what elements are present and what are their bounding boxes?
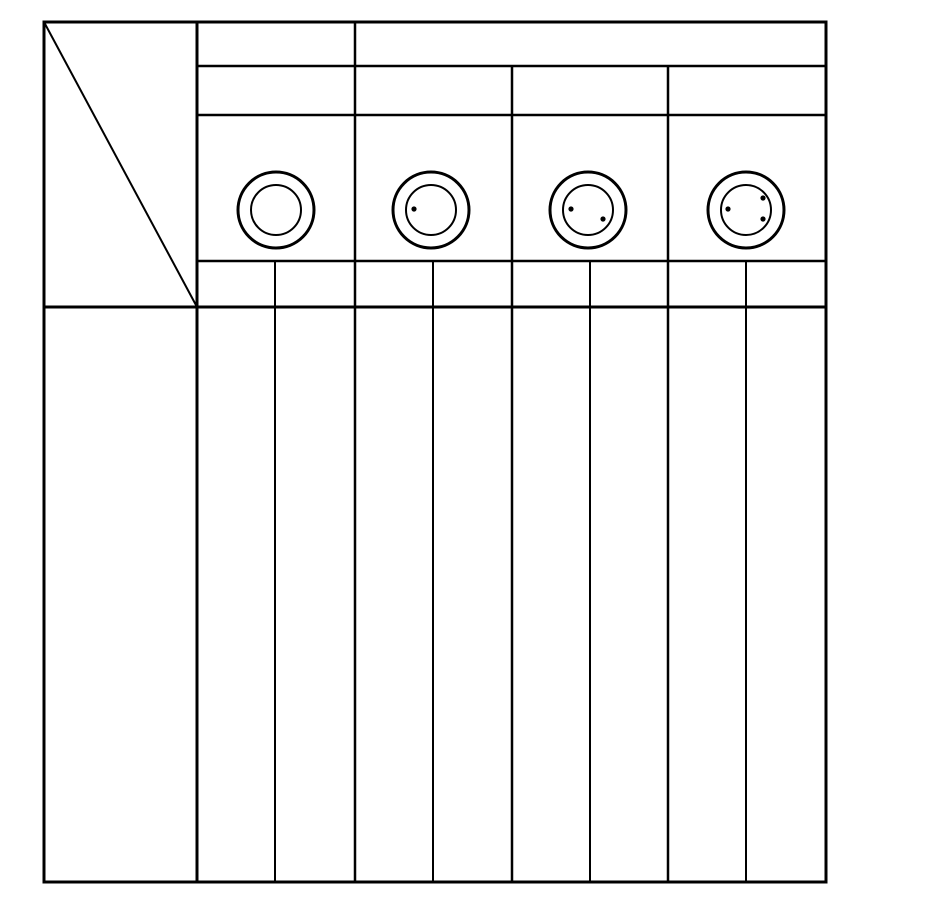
bolt-head-icon-2-dots xyxy=(550,172,626,248)
dot-mark xyxy=(760,216,765,221)
dot-mark xyxy=(568,206,573,211)
dot-mark xyxy=(725,206,730,211)
dot-mark xyxy=(411,206,416,211)
bolt-head-icon-set xyxy=(238,172,314,248)
table-grid xyxy=(44,22,826,882)
dot-mark xyxy=(760,195,765,200)
corner-diagonal xyxy=(44,22,197,307)
bolt-head-icon-1-dot xyxy=(393,172,469,248)
dot-mark xyxy=(600,216,605,221)
bolt-head-icon-3-dots xyxy=(708,172,784,248)
